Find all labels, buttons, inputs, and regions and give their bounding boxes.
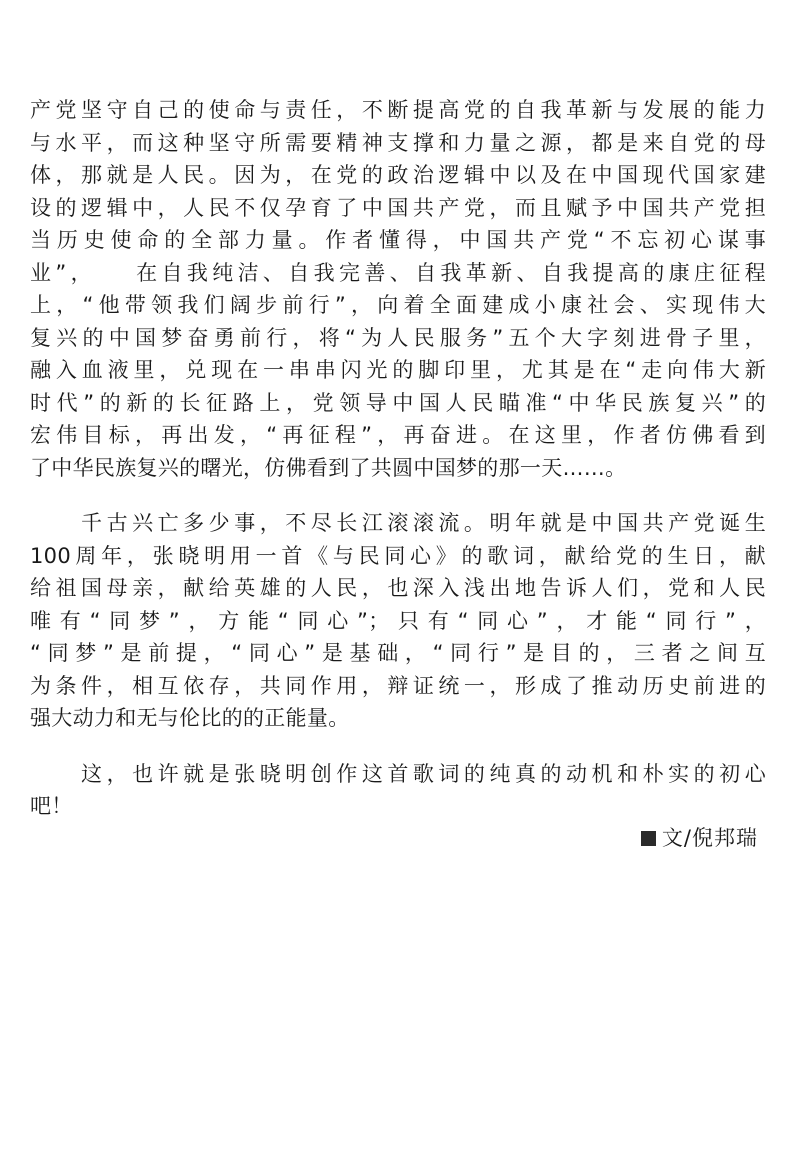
paragraph-2 [30, 507, 766, 735]
text-line: 上，“他带领我们阔步前行”，向着全面建成小康社会、实现伟大 [30, 293, 766, 317]
text-line: 设的逻辑中，人民不仅孕育了中国共产党，而且赋予中国共产党担 [30, 195, 766, 220]
article-body [30, 94, 766, 823]
text-line: 宏伟目标，再出发，“再征程”，再奋进。在这里，作者仿佛看到 [30, 423, 766, 447]
text-line: 融入血液里，兑现在一串串闪光的脚印里，尤其是在“走向伟大新 [30, 358, 766, 382]
text-line: 业”， 在自我纯洁、自我完善、自我革新、自我提高的康庄征程 [30, 260, 766, 285]
paragraph-3 [30, 758, 766, 823]
paragraph-spacer [30, 735, 766, 758]
text-line: 强大动力和无与伦比的的正能量。 [30, 706, 350, 730]
text-line: 100周年，张晓明用一首《与民同心》的歌词，献给党的生日，献 [30, 543, 766, 568]
text-line: 给祖国母亲，献给英雄的人民，也深入浅出地告诉人们，党和人民 [30, 576, 766, 600]
text-line: 与水平，而这种坚守所需要精神支撑和力量之源，都是来自党的母 [30, 130, 766, 155]
text-line: 了中华民族复兴的曙光，仿佛看到了共圆中国梦的那一天……。 [30, 455, 627, 480]
text-line: 复兴的中国梦奋勇前行，将“为人民服务”五个大字刻进骨子里， [30, 325, 766, 350]
text-line: “同梦”是前提，“同心”是基础，“同行”是目的，三者之间互 [30, 641, 766, 665]
text-line: 唯有“同梦”，方能“同心”；只有“同心”，才能“同行”， [30, 608, 766, 633]
text-line: 当历史使命的全部力量。作者懂得，中国共产党“不忘初心谋事 [30, 228, 766, 252]
text-line: 体，那就是人民。因为，在党的政治逻辑中以及在中国现代国家建 [30, 163, 766, 187]
text-line: 为条件，相互依存，共同作用，辩证统一，形成了推动历史前进的 [30, 673, 766, 698]
author-name: 文/倪邦瑞 [661, 826, 758, 850]
paragraph-spacer [30, 484, 766, 507]
text-line: 千古兴亡多少事，不尽长江滚滚流。明年就是中国共产党诞生 [30, 511, 766, 535]
black-square-icon [641, 831, 656, 846]
author-byline [641, 822, 758, 854]
text-line: 时代”的新的长征路上，党领导中国人民瞄准“中华民族复兴”的 [30, 390, 766, 415]
text-line: 这，也许就是张晓明创作这首歌词的纯真的动机和朴实的初心 [30, 761, 766, 786]
paragraph-1 [30, 94, 766, 484]
text-line: 产党坚守自己的使命与责任，不断提高党的自我革新与发展的能力 [30, 98, 766, 122]
text-line: 吧！ [30, 794, 73, 818]
